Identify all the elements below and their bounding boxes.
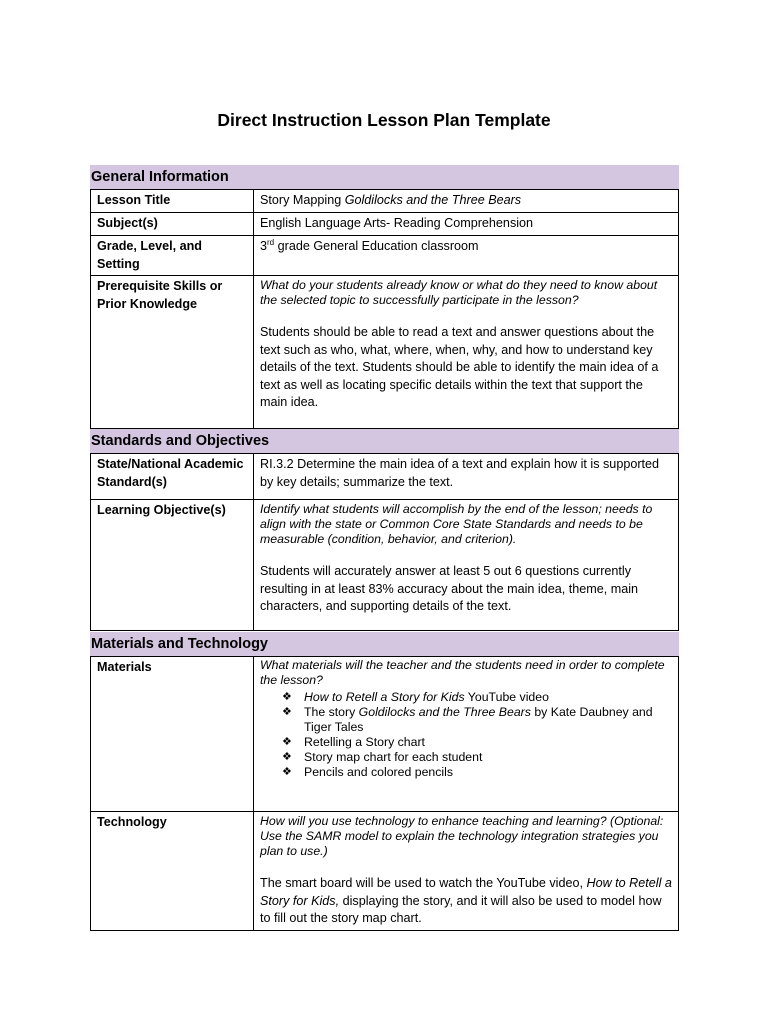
- technology-prompt: How will you use technology to enhance teaching and learning? (Optional: Use the SAMR model to explain the technology integration strategies you plan to use.): [260, 814, 664, 858]
- section-header-standards: Standards and Objectives: [90, 429, 679, 453]
- technology-answer-text: The smart board will be used to watch the YouTube video,: [260, 876, 587, 890]
- prerequisite-value: [254, 276, 679, 429]
- diamond-bullet-icon: ❖: [282, 691, 292, 703]
- list-item: [282, 735, 672, 750]
- objective-prompt: Identify what students will accomplish by the end of the lesson; needs to align with the state or Common Core State Standards and needs to be measurable (condition, behavior, and criterion).: [260, 502, 653, 546]
- material-text: by Kate Daubney and Tiger Tales: [304, 705, 653, 734]
- list-item: [282, 750, 672, 765]
- materials-prompt: What materials will the teacher and the students need in order to complete the lesson?: [260, 658, 665, 687]
- general-information-table: [90, 189, 679, 429]
- materials-label: Materials: [91, 657, 254, 812]
- standard-value: RI.3.2 Determine the main idea of a text and explain how it is supported by key details; summarize the text.: [254, 454, 679, 500]
- page-title: Direct Instruction Lesson Plan Template: [217, 110, 551, 130]
- lesson-title-prefix: Story Mapping: [260, 193, 345, 207]
- table-row: [91, 213, 679, 236]
- section-header-materials: Materials and Technology: [90, 632, 679, 656]
- lesson-title-value: [254, 190, 679, 213]
- diamond-bullet-icon: ❖: [282, 706, 292, 718]
- table-row: [91, 236, 679, 276]
- grade-number: 3: [260, 239, 268, 253]
- lesson-title-label: Lesson Title: [91, 190, 254, 213]
- subjects-value: English Language Arts- Reading Comprehension: [254, 213, 679, 236]
- standards-table: [90, 453, 679, 631]
- subjects-label: Subject(s): [91, 213, 254, 236]
- diamond-bullet-icon: ❖: [282, 736, 292, 748]
- diamond-bullet-icon: ❖: [282, 766, 292, 778]
- table-row: [91, 454, 679, 500]
- list-item: [282, 705, 672, 735]
- technology-value: [254, 812, 679, 931]
- prerequisite-label: Prerequisite Skills or Prior Knowledge: [91, 276, 254, 429]
- material-text: The story: [304, 705, 359, 719]
- material-italic: How to Retell a Story for Kids: [304, 690, 465, 704]
- material-text: Story map chart for each student: [304, 750, 483, 764]
- grade-label: Grade, Level, and Setting: [91, 236, 254, 276]
- materials-technology-table: [90, 656, 679, 931]
- diamond-bullet-icon: ❖: [282, 751, 292, 763]
- grade-rest: grade General Education classroom: [274, 239, 479, 253]
- table-row: [91, 190, 679, 213]
- technology-label: Technology: [91, 812, 254, 931]
- section-header-general: General Information: [90, 165, 679, 189]
- table-row: [91, 276, 679, 429]
- technology-answer-text: displaying the story, and it will also be used to model how to fill out the story map chart.: [260, 893, 662, 925]
- materials-value: [254, 657, 679, 812]
- objective-answer: Students will accurately answer at least 5 out 6 questions currently resulting in at least 83% accuracy about the main idea, theme, main characters, and supporting details of the text.: [260, 564, 639, 613]
- prerequisite-prompt: What do your students already know or what do they need to know about the selected topic to successfully participate in the lesson?: [260, 278, 658, 307]
- standard-label: State/National Academic Standard(s): [91, 454, 254, 500]
- material-italic: Goldilocks and the Three Bears: [358, 705, 531, 719]
- material-text: Retelling a Story chart: [304, 735, 425, 749]
- objective-label: Learning Objective(s): [91, 500, 254, 631]
- prerequisite-answer: Students should be able to read a text and answer questions about the text such as who, what, where, when, why, and how to understand key details of the text. Students should be able to identify the main idea of a text as well as locating specific details within the text that support the main idea.: [260, 325, 659, 409]
- table-row: [91, 500, 679, 631]
- list-item: [282, 765, 672, 780]
- grade-value: [254, 236, 679, 276]
- material-text: YouTube video: [464, 690, 549, 704]
- lesson-title-book: Goldilocks and the Three Bears: [344, 193, 522, 207]
- table-row: [91, 812, 679, 931]
- list-item: [282, 690, 672, 705]
- grade-ordinal: rd: [267, 237, 275, 247]
- table-row: [91, 657, 679, 812]
- technology-answer: [260, 875, 672, 928]
- materials-list: [260, 690, 672, 780]
- material-text: Pencils and colored pencils: [304, 765, 454, 779]
- objective-value: [254, 500, 679, 631]
- technology-answer-title: How to Retell a Story for Kids,: [260, 876, 672, 908]
